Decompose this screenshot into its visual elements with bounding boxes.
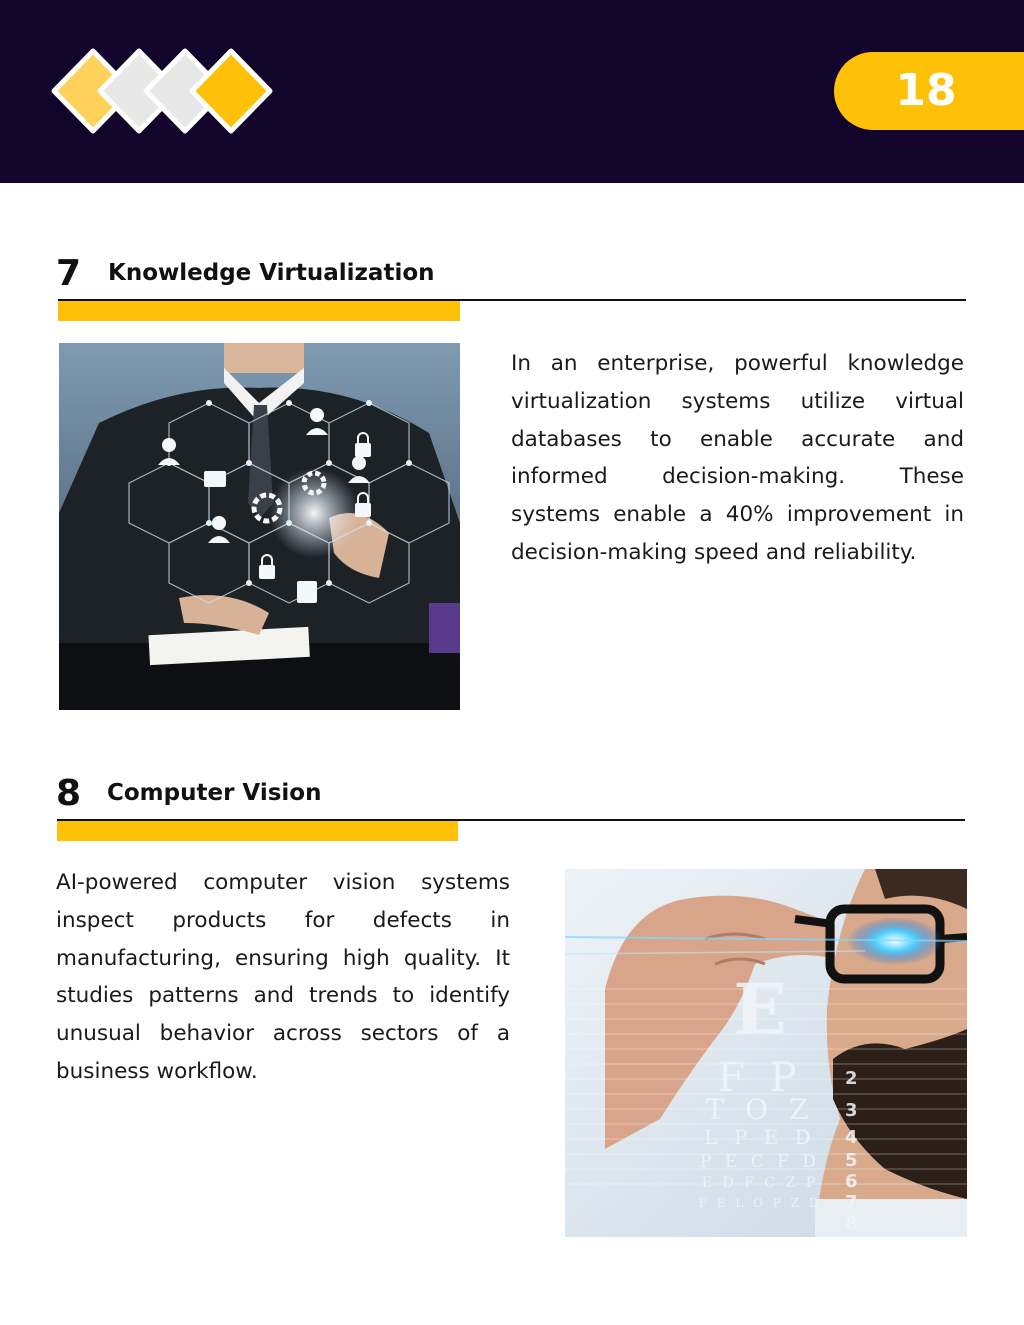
- section-accent-bar: [57, 821, 458, 841]
- eye-chart-number: 6: [845, 1171, 858, 1192]
- eye-chart-row: F P: [717, 1055, 803, 1101]
- eye-chart-number: 2: [845, 1068, 858, 1089]
- eye-chart-row: E D F C Z P: [701, 1175, 819, 1191]
- section-number: 7: [56, 253, 82, 294]
- section-paragraph: AI-powered computer vision systems inspect products for defects in manufacturing, ensuring high quality. It studies patterns and trends to identify unusual behavior across sectors of a business workflow.: [56, 870, 510, 1084]
- businessman-network-icons-image: [59, 343, 460, 710]
- page-number-badge: [834, 52, 1024, 130]
- section-title: Computer Vision: [107, 780, 322, 806]
- page-number: 18: [895, 65, 957, 116]
- section-accent-bar: [58, 301, 460, 321]
- eye-chart-number: 4: [845, 1127, 858, 1148]
- man-glasses-eye-chart-image: [565, 869, 967, 1237]
- section-paragraph: In an enterprise, powerful knowledge virtualization systems utilize virtual databases to enable accurate and informed decision-making. These systems enable a 40% improvement in decision-making speed and reliability.: [511, 351, 964, 565]
- eye-chart-row: L P E D: [704, 1125, 816, 1149]
- eye-chart-number: 3: [845, 1100, 858, 1121]
- section-title: Knowledge Virtualization: [108, 260, 435, 286]
- page-header: [0, 0, 1024, 183]
- eye-chart-row: T O Z: [705, 1093, 815, 1126]
- eye-chart-number: 8: [845, 1213, 858, 1234]
- four-diamonds-logo-icon: [40, 46, 280, 136]
- section-number: 8: [56, 773, 82, 814]
- eye-chart-row: P E C F D: [700, 1152, 820, 1172]
- eye-chart-row: E: [733, 968, 787, 1051]
- eye-chart-number: 7: [845, 1192, 858, 1213]
- eye-chart-number: 5: [845, 1150, 858, 1171]
- eye-chart-row: F E L O P Z D: [698, 1196, 822, 1210]
